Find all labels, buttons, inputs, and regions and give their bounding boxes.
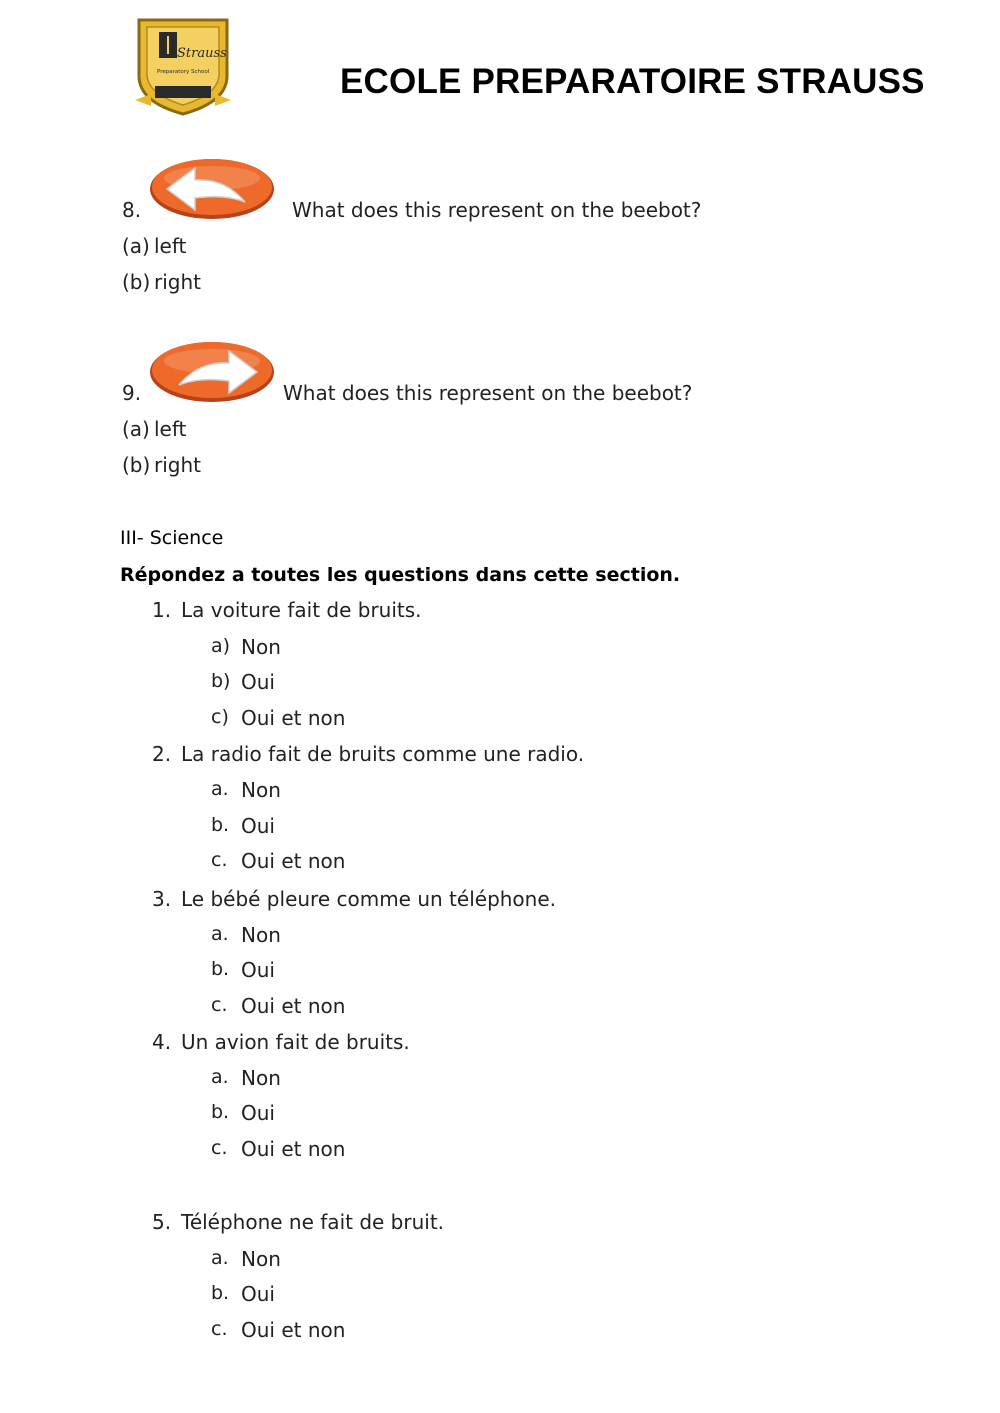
page-title: ECOLE PREPARATOIRE STRAUSS (340, 62, 925, 101)
item-2-number: 2. (152, 742, 172, 766)
question-9-text: What does this represent on the beebot? (283, 381, 693, 405)
option-label: (b) (122, 453, 151, 477)
section-instruction: Répondez a toutes les questions dans cette section. (120, 564, 681, 586)
left-arrow-icon (147, 156, 277, 222)
logo-subtitle: Preparatory School (157, 69, 210, 75)
item-5-option-a-label: a. (211, 1247, 229, 1269)
item-2-option-a-text: Non (241, 778, 281, 802)
question-8-option-b (122, 270, 201, 294)
item-2-option-a-label: a. (211, 778, 229, 800)
item-4-option-a-text: Non (241, 1066, 281, 1090)
item-2-text: La radio fait de bruits comme une radio. (181, 742, 585, 766)
item-2-option-b-text: Oui (241, 814, 275, 838)
item-2-option-b-label: b. (211, 814, 230, 836)
item-1-option-a-text: Non (241, 635, 281, 659)
item-5-option-c-label: c. (211, 1318, 228, 1340)
item-2-option-c-text: Oui et non (241, 849, 346, 873)
item-4-option-a-label: a. (211, 1066, 229, 1088)
logo-text: Strauss (177, 46, 227, 61)
item-5-option-b-label: b. (211, 1282, 230, 1304)
option-label: (a) (122, 417, 150, 441)
item-3-option-b-text: Oui (241, 958, 275, 982)
section-title: III- Science (120, 527, 224, 549)
item-4-option-c-label: c. (211, 1137, 228, 1159)
question-9-option-b (122, 453, 201, 477)
option-text: left (154, 417, 187, 441)
item-1-option-c-text: Oui et non (241, 706, 346, 730)
item-1-option-b-label: b) (211, 670, 231, 692)
item-3-option-b-label: b. (211, 958, 230, 980)
option-label: (a) (122, 234, 150, 258)
item-5-option-c-text: Oui et non (241, 1318, 346, 1342)
right-arrow-icon (147, 339, 277, 405)
item-3-text: Le bébé pleure comme un téléphone. (181, 887, 557, 911)
question-8-text: What does this represent on the beebot? (292, 198, 702, 222)
school-logo (133, 14, 233, 120)
item-4-option-b-label: b. (211, 1101, 230, 1123)
option-text: left (154, 234, 187, 258)
option-label: (b) (122, 270, 151, 294)
item-5-option-a-text: Non (241, 1247, 281, 1271)
item-4-option-c-text: Oui et non (241, 1137, 346, 1161)
item-1-option-a-label: a) (211, 635, 231, 657)
item-3-option-a-label: a. (211, 923, 229, 945)
question-8-option-a (122, 234, 186, 258)
question-9-number: 9. (122, 381, 142, 405)
item-3-option-c-text: Oui et non (241, 994, 346, 1018)
item-2-option-c-label: c. (211, 849, 228, 871)
option-text: right (154, 270, 201, 294)
item-5-number: 5. (152, 1210, 172, 1234)
item-5-option-b-text: Oui (241, 1282, 275, 1306)
item-1-number: 1. (152, 598, 172, 622)
item-4-text: Un avion fait de bruits. (181, 1030, 410, 1054)
item-4-number: 4. (152, 1030, 172, 1054)
item-1-option-b-text: Oui (241, 670, 275, 694)
item-3-option-a-text: Non (241, 923, 281, 947)
item-1-option-c-label: c) (211, 706, 229, 728)
question-8-number: 8. (122, 198, 142, 222)
item-4-option-b-text: Oui (241, 1101, 275, 1125)
item-1-text: La voiture fait de bruits. (181, 598, 422, 622)
option-text: right (154, 453, 201, 477)
item-3-number: 3. (152, 887, 172, 911)
item-3-option-c-label: c. (211, 994, 228, 1016)
question-9-option-a (122, 417, 186, 441)
item-5-text: Téléphone ne fait de bruit. (181, 1210, 445, 1234)
